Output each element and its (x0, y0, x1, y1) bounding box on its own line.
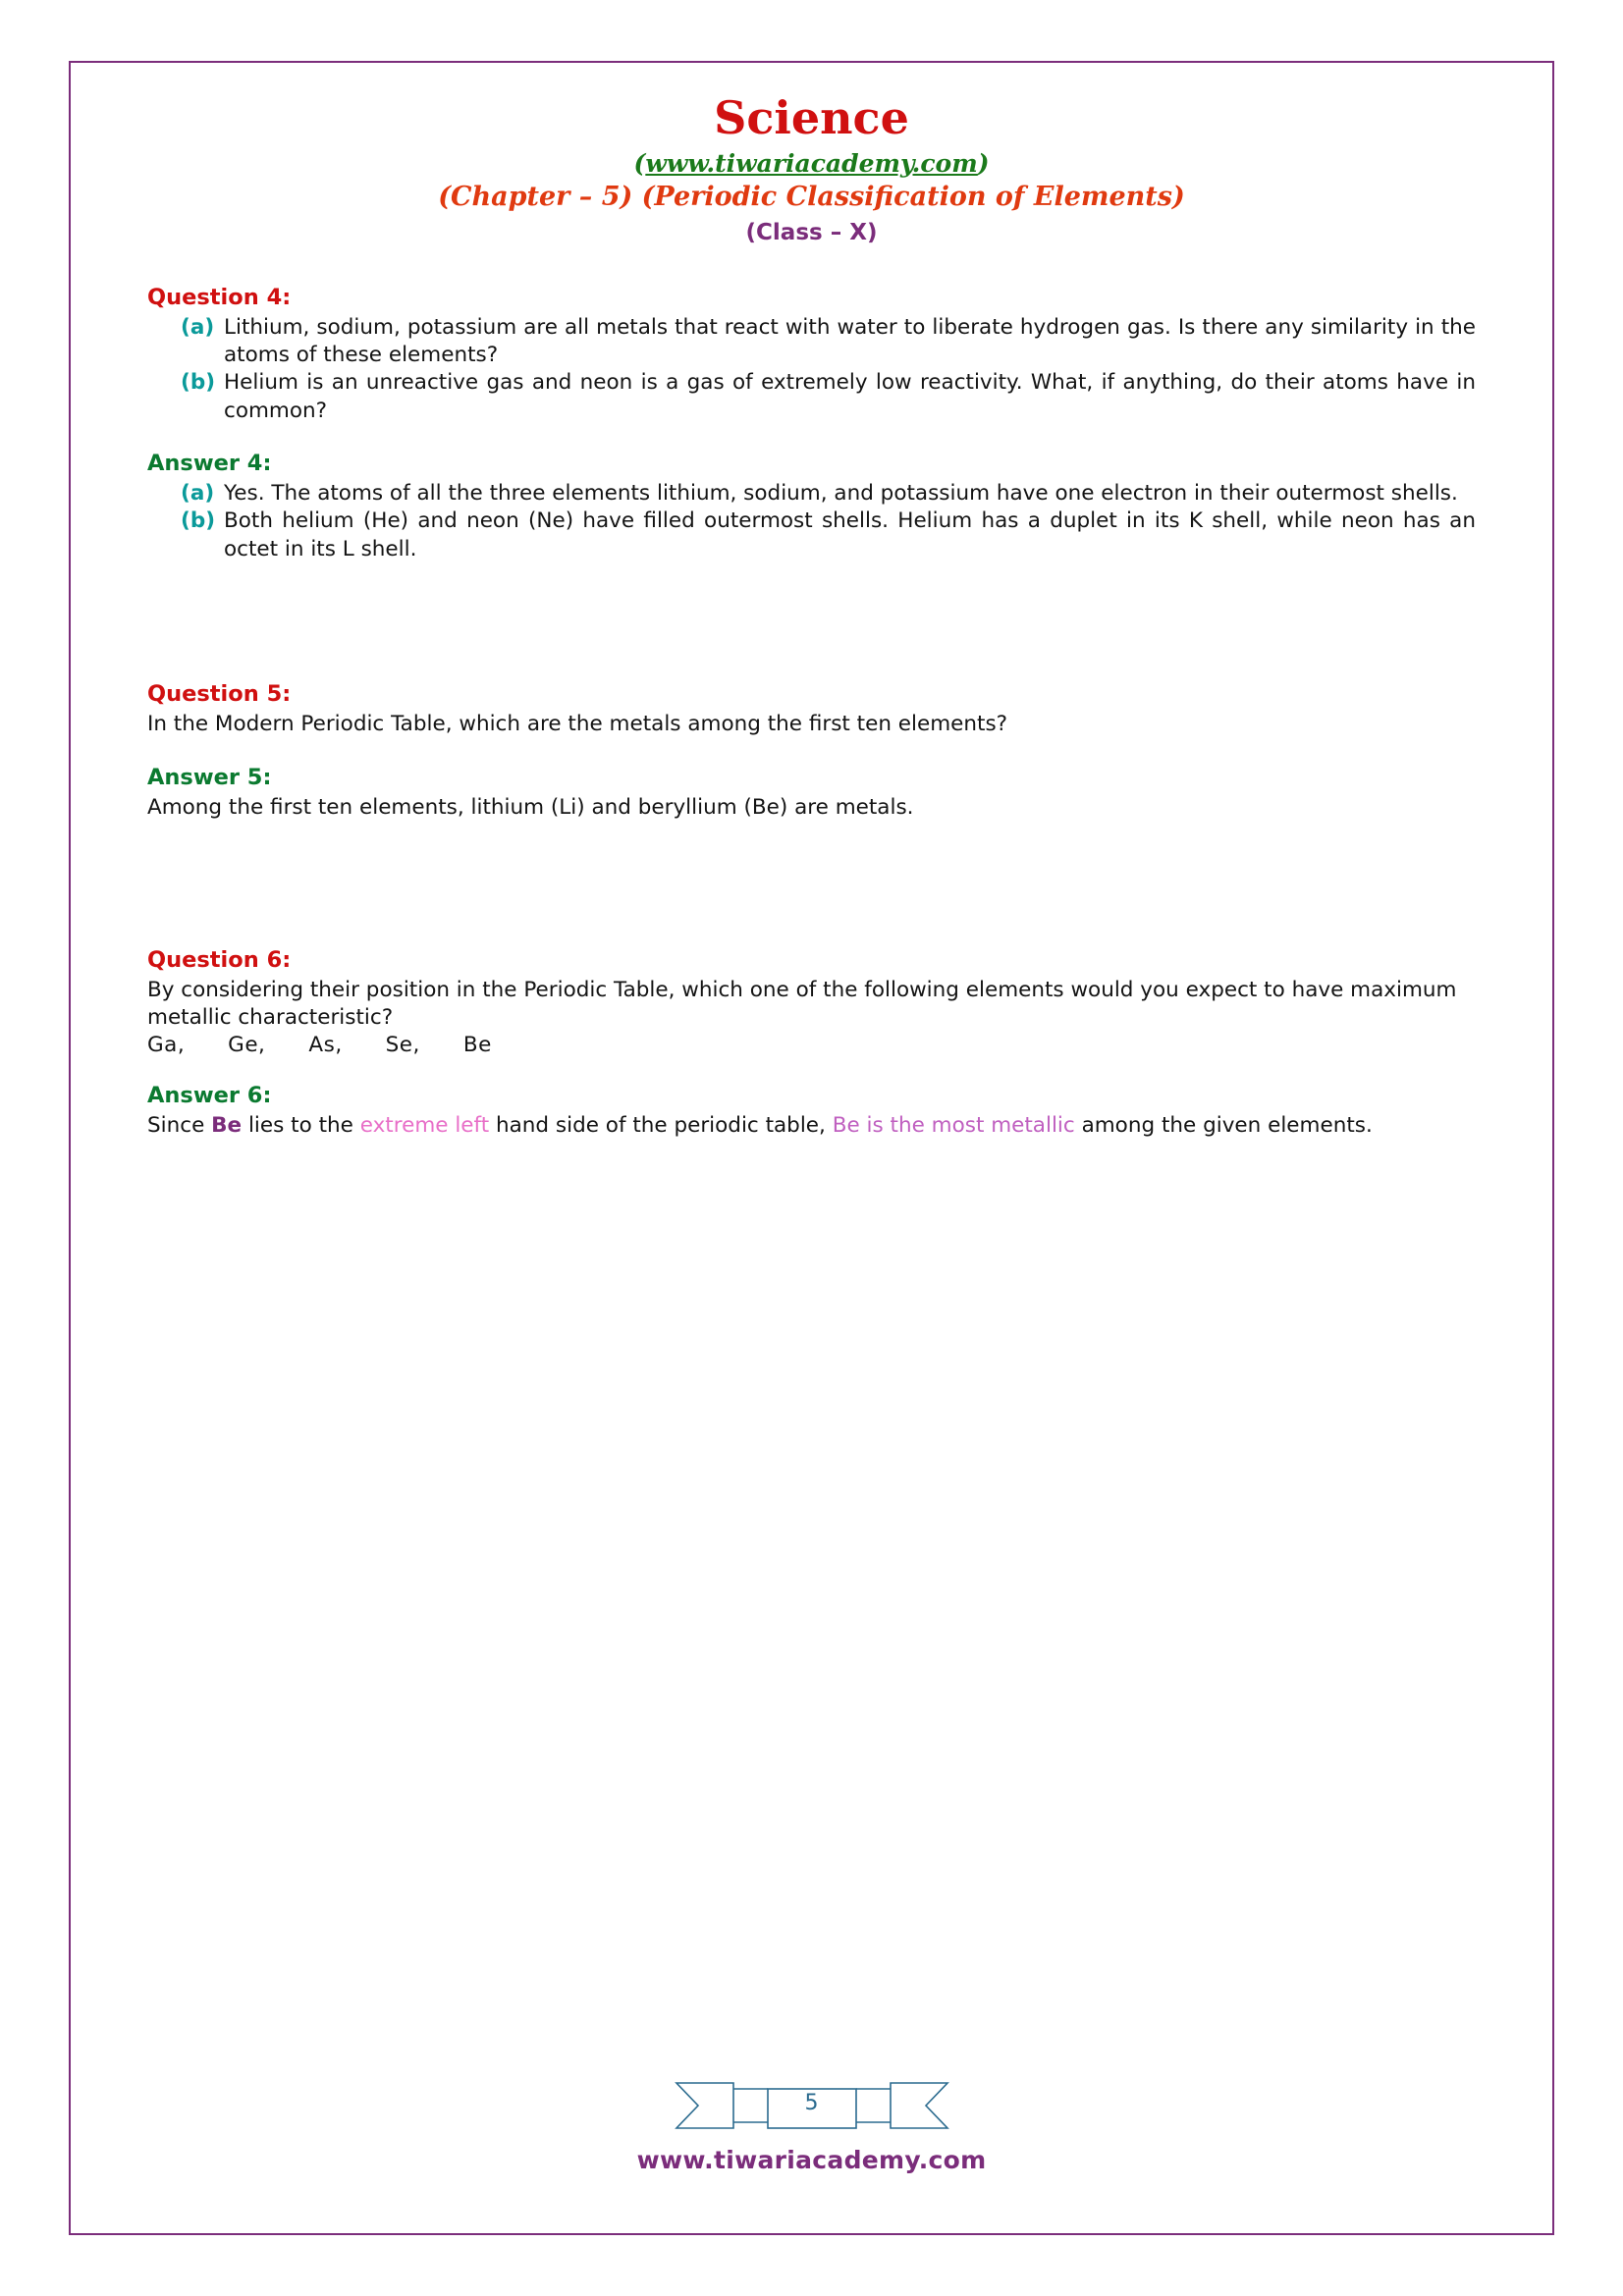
sub-label-b: (b) (181, 508, 216, 534)
question-6-heading: Question 6: (147, 946, 292, 973)
question-5-heading: Question 5: (147, 681, 292, 708)
spacer-q4-a4 (147, 425, 1476, 451)
answer-6-part4: among the given elements. (1074, 1112, 1373, 1138)
answer-6-highlight-extreme-left: extreme left (359, 1112, 490, 1138)
sub-label-a: (a) (181, 481, 215, 507)
site-open-paren: ( (633, 148, 646, 178)
page-number: 5 (804, 2091, 819, 2115)
question-4-text-b: Helium is an unreactive gas and neon is a gas of extremely low reactivity. What, if anything, do their atoms have in common? (224, 370, 1476, 423)
spacer-a5-q6 (147, 822, 1476, 947)
answer-4-text-b: Both helium (He) and neon (Ne) have filled outermost shells. Helium has a duplet in its K shell, while neon has an octet in its L shell. (224, 508, 1476, 561)
footer-site-link[interactable]: www.tiwariacademy.com (636, 2146, 987, 2174)
class-subtitle: (Class – X) (745, 219, 878, 245)
header-site-link[interactable] (147, 149, 1476, 178)
spacer-q6-a6 (147, 1057, 1476, 1083)
answer-4-heading: Answer 4: (147, 451, 272, 477)
answer-6-text (147, 1112, 1476, 1140)
question-6-elements-list (147, 1033, 1476, 1057)
answer-4-item-a (181, 480, 1476, 507)
question-5-block (147, 681, 1476, 738)
answer-6-part3: hand side of the periodic table, (489, 1112, 833, 1138)
element-item: As, (308, 1032, 343, 1057)
element-item: Se, (385, 1032, 420, 1057)
spacer-a4-q5 (147, 563, 1476, 681)
document-header (147, 93, 1476, 245)
answer-6-block (147, 1083, 1476, 1140)
question-4-text-a: Lithium, sodium, potassium are all metals that react with water to liberate hydrogen gas. Is there any similarity in the atoms of these elements? (224, 314, 1476, 367)
page-title: Science (714, 91, 909, 144)
answer-4-text-a: Yes. The atoms of all the three elements lithium, sodium, and potassium have one electron in their outermost shells. (224, 481, 1458, 507)
answer-4-block (147, 451, 1476, 563)
answer-4-item-b (181, 507, 1476, 563)
answer-6-highlight-most-metallic: Be is the most metallic (832, 1112, 1075, 1138)
sub-label-b: (b) (181, 370, 216, 396)
spacer-header (147, 245, 1476, 285)
answer-5-block (147, 765, 1476, 822)
answer-6-part2: lies to the (242, 1112, 360, 1138)
question-6-block (147, 947, 1476, 1057)
question-4-item-b (181, 369, 1476, 425)
answer-5-text: Among the first ten elements, lithium (Li) and beryllium (Be) are metals. (147, 794, 914, 820)
element-item: Ga, (147, 1032, 186, 1057)
site-url-text[interactable]: www.tiwariacademy.com (645, 148, 978, 178)
site-close-paren: ) (977, 148, 990, 178)
sub-label-a: (a) (181, 314, 215, 340)
answer-6-highlight-be: Be (211, 1112, 243, 1138)
page-content (147, 93, 1476, 1140)
question-6-text: By considering their position in the Periodic Table, which one of the following elements would you expect to have maximum metallic characteristic? (147, 977, 1457, 1031)
answer-6-heading: Answer 6: (147, 1082, 272, 1108)
chapter-subtitle: (Chapter – 5) (Periodic Classification of Elements) (438, 181, 1185, 212)
spacer-q5-a5 (147, 739, 1476, 765)
question-4-heading: Question 4: (147, 284, 292, 310)
question-4-block (147, 285, 1476, 426)
page-footer (0, 2075, 1623, 2174)
element-item: Ge, (228, 1032, 266, 1057)
answer-5-heading: Answer 5: (147, 764, 272, 790)
question-4-item-a (181, 314, 1476, 370)
page-number-ribbon (675, 2075, 949, 2136)
element-item: Be (462, 1032, 492, 1057)
question-5-text: In the Modern Periodic Table, which are the metals among the first ten elements? (147, 712, 1008, 737)
answer-6-part1: Since (147, 1112, 212, 1138)
